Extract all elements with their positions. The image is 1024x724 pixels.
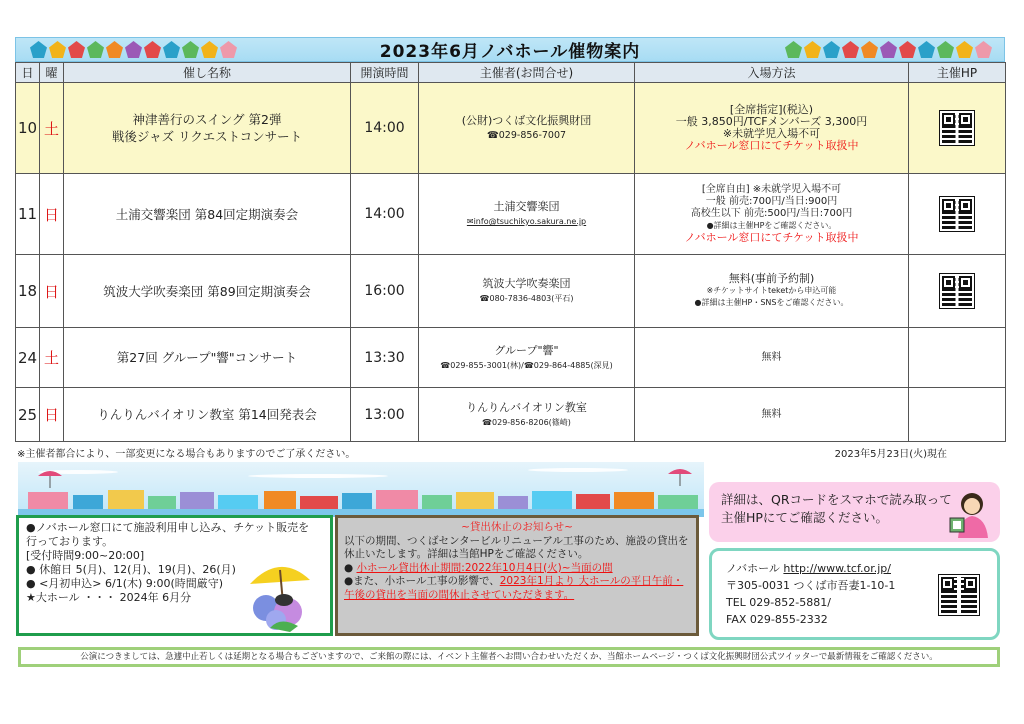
admission-line: 無料(事前予約制): [728, 272, 815, 285]
event-organizer: [419, 255, 635, 328]
notes-row: [15, 445, 1005, 460]
event-admission: 無料: [635, 328, 909, 388]
event-weekday: 日: [40, 388, 64, 442]
disclaimer-note: ※主催者都合により、一部変更になる場合もありますのでご了承ください。: [17, 449, 356, 460]
event-weekday: 日: [40, 174, 64, 255]
info-line: ●ノバホール窓口にて施設利用申し込み、チケット販売を: [26, 521, 310, 534]
info-line: [受付時間9:00~20:00]: [26, 549, 145, 562]
info-line: ● <月初申込> 6/1(木) 9:00(時間厳守): [26, 577, 224, 590]
event-day: 24: [16, 328, 40, 388]
organizer-contact: ☎080-7836-4803(平石): [479, 294, 574, 303]
header-start-time: 開演時間: [351, 63, 419, 83]
notice-line: [344, 589, 690, 603]
table-row: [16, 328, 1006, 388]
venue-fax: FAX 029-855-2332: [726, 613, 828, 626]
footer-notice: 公演につきましては、急遽中止若しくは延期となる場合もございますので、ご来館の際には、イベント主催者へお問い合わせいただくか、当館ホームページ・つくば文化振興財団公式ツイッターで最新情報をご確認ください。: [18, 647, 1000, 667]
event-day: 10: [16, 83, 40, 174]
event-time: 13:00: [351, 388, 419, 442]
organizer-name: 土浦交響楽団: [493, 200, 560, 213]
admission-line: [全席指定](税込): [729, 103, 814, 116]
hydrangea-umbrella-icon: [240, 556, 320, 634]
notice-highlight: 小ホール貸出休止期間:2022年10月4日(火)~当面の間: [356, 561, 613, 574]
organizer-name: グループ"響": [494, 343, 559, 357]
event-weekday: 日: [40, 255, 64, 328]
as-of-date: 2023年5月23日(火)現在: [834, 449, 947, 460]
admission-line: ※未就学児入場不可: [722, 127, 821, 140]
admission-line: 一般 前売:700円/当日:900円: [705, 196, 838, 207]
header-homepage: 主催HP: [909, 63, 1006, 83]
closure-notice: [335, 515, 699, 636]
decoration-shapes-left: [30, 41, 237, 58]
event-name: 筑波大学吹奏楽団 第89回定期演奏会: [64, 255, 351, 328]
notice-title: ~貸出休止のお知らせ~: [461, 521, 573, 533]
table-header-row: [16, 63, 1006, 83]
event-name-line: 戦後ジャズ リクエストコンサート: [111, 129, 303, 144]
header-event-name: 催し名称: [64, 63, 351, 83]
event-weekday: 土: [40, 328, 64, 388]
event-admission: [635, 174, 909, 255]
notice-line: [344, 562, 690, 576]
organizer-contact: ☎029-855-3001(林)/☎029-864-4885(深見): [440, 360, 613, 370]
decoration-shapes-right: [785, 41, 992, 58]
event-day: 25: [16, 388, 40, 442]
city-skyline-icon: [18, 462, 704, 517]
admission-line: ●詳細は主催HPをご確認ください。: [706, 221, 837, 230]
organizer-name: (公財)つくば文化振興財団: [461, 114, 592, 127]
girl-with-phone-icon: [944, 490, 992, 538]
event-day: 11: [16, 174, 40, 255]
notice-highlight: 2023年1月より 大ホールの平日午前・: [499, 575, 684, 587]
event-time: 16:00: [351, 255, 419, 328]
table-row: [16, 255, 1006, 328]
event-hp: [909, 174, 1006, 255]
event-day: 18: [16, 255, 40, 328]
event-admission: 無料: [635, 388, 909, 442]
table-row: [16, 388, 1006, 442]
table-row: [16, 174, 1006, 255]
event-weekday: 土: [40, 83, 64, 174]
notice-bullet: ●: [344, 561, 357, 574]
organizer-name: りんりんバイオリン教室: [466, 400, 587, 414]
event-hp: [909, 255, 1006, 328]
organizer-contact: ✉info@tsuchikyo.sakura.ne.jp: [466, 217, 587, 226]
header-weekday: 曜: [40, 63, 64, 83]
qr-instruction-box: [709, 482, 1000, 542]
event-hp: [909, 388, 1006, 442]
event-name: 第27回 グループ"響"コンサート: [64, 328, 351, 388]
qr-instruction-line: 詳細は、QRコードをスマホで読み取って: [721, 492, 952, 507]
admission-line: ※チケットサイトteketから申込可能: [706, 286, 837, 295]
admission-line: [全席自由] ※未就学児入場不可: [701, 184, 842, 195]
venue-website-link[interactable]: http://www.tcf.or.jp/: [783, 562, 891, 575]
event-name: りんりんバイオリン教室 第14回発表会: [64, 388, 351, 442]
event-table: [15, 62, 1006, 442]
notice-text: ●また、小ホール工事の影響で、: [344, 575, 500, 587]
admission-ticket-note: ノバホール窓口にてチケット取扱中: [684, 231, 859, 244]
event-hp: [909, 328, 1006, 388]
notice-line: [344, 575, 690, 589]
organizer-name: 筑波大学吹奏楽団: [482, 277, 571, 290]
admission-ticket-note: ノバホール窓口にてチケット取扱中: [684, 139, 859, 152]
info-line: 行っております。: [26, 535, 114, 548]
admission-line: 高校生以下 前売:500円/当日:700円: [690, 208, 853, 219]
event-time: 14:00: [351, 83, 419, 174]
event-name: [64, 83, 351, 174]
title-bar: [15, 37, 1005, 62]
qr-code-icon[interactable]: [940, 274, 974, 308]
page-title: 2023年6月ノバホール催物案内: [379, 42, 641, 62]
flyer: [15, 37, 1005, 460]
table-row: [16, 83, 1006, 174]
contact-box: [709, 548, 1000, 640]
notice-line: 以下の期間、つくばセンタービルリニューアル工事のため、施設の貸出を: [344, 534, 689, 547]
event-organizer: [419, 174, 635, 255]
notice-line: 休止いたします。詳細は当館HPをご確認ください。: [344, 548, 589, 560]
header-organizer: 主催者(お問合せ): [419, 63, 635, 83]
venue-name: ノバホール: [726, 562, 784, 575]
admission-line: ●詳細は主催HP・SNSをご確認ください。: [694, 298, 849, 307]
qr-code-icon[interactable]: [939, 575, 979, 615]
event-time: 13:30: [351, 328, 419, 388]
qr-code-icon[interactable]: [940, 197, 974, 231]
event-name: 土浦交響楽団 第84回定期演奏会: [64, 174, 351, 255]
qr-code-icon[interactable]: [940, 111, 974, 145]
event-hp: [909, 83, 1006, 174]
event-admission: [635, 255, 909, 328]
organizer-contact: ☎029-856-7007: [486, 130, 567, 141]
event-organizer: [419, 83, 635, 174]
notice-highlight: 午後の貸出を当面の間休止させていただきます。: [344, 588, 575, 601]
admission-line: 一般 3,850円/TCFメンバーズ 3,300円: [675, 115, 868, 128]
qr-instruction-line: 主催HPにてご確認ください。: [721, 510, 888, 525]
header-day: 日: [16, 63, 40, 83]
event-organizer: [419, 388, 635, 442]
city-banner-illustration: [18, 462, 704, 517]
event-name-line: 神津善行のスイング 第2弾: [132, 112, 282, 127]
organizer-contact: ☎029-856-8206(篠崎): [482, 417, 571, 427]
box-office-info: [16, 515, 333, 636]
event-time: 14:00: [351, 174, 419, 255]
event-organizer: [419, 328, 635, 388]
header-admission: 入場方法: [635, 63, 909, 83]
venue-tel: TEL 029-852-5881/: [726, 596, 831, 609]
venue-address: 〒305-0031 つくば市吾妻1-10-1: [726, 579, 896, 592]
info-line: ● 休館日 5(月)、12(月)、19(月)、26(月): [26, 563, 236, 576]
event-admission: [635, 83, 909, 174]
info-line: ★大ホール ・・・ 2024年 6月分: [26, 591, 192, 604]
